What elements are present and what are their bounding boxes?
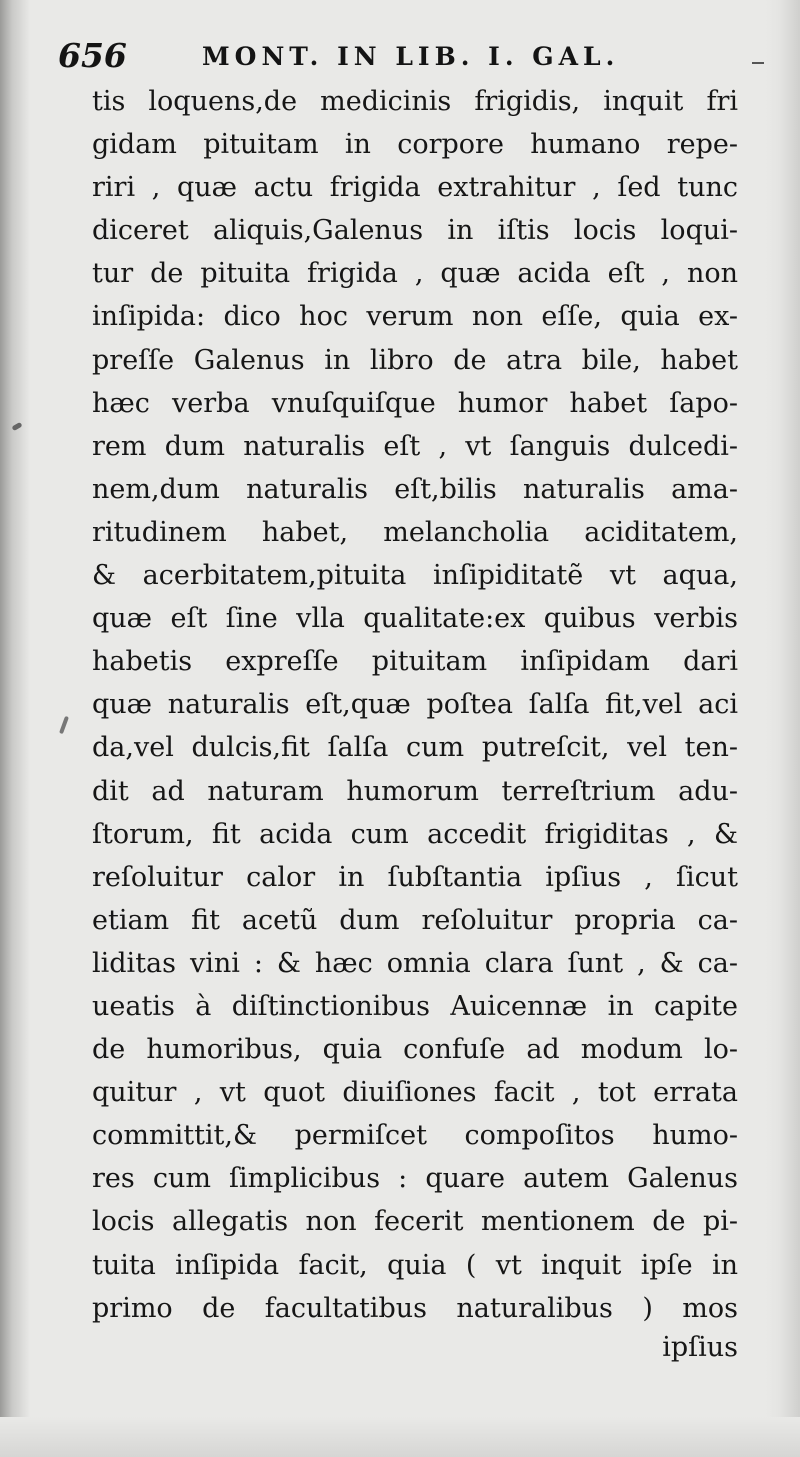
text-line: gidam pituitam in corpore humano repe- (92, 129, 738, 161)
text-line: tis loquens,de medicinis frigidis, inquit fri (92, 86, 738, 117)
text-line: quæ eſt ſine vlla qualitate:ex quibus verbis (92, 603, 738, 635)
text-line: rem dum naturalis eſt , vt ſanguis dulcedi- (92, 430, 738, 462)
ink-speck (59, 716, 69, 734)
text-line: liditas vini : & hæc omnia clara ſunt , & ca- (92, 947, 738, 979)
text-line: dit ad naturam humorum terreſtrium adu- (92, 775, 738, 807)
text-line: ritudinem habet, melancholia aciditatem, (92, 516, 738, 548)
page-header (58, 34, 758, 78)
text-line: tur de pituita frigida , quæ acida eſt , non (92, 258, 738, 290)
text-line: primo de facultatibus naturalibus ) mos (92, 1292, 738, 1324)
text-line: da,vel dulcis,fit ſalſa cum putreſcit, vel ten- (92, 732, 738, 764)
text-line: nem,dum naturalis eſt,bilis naturalis ama- (92, 473, 738, 505)
text-line: preſſe Galenus in libro de atra bile, habet (92, 344, 738, 376)
text-line: locis allegatis non fecerit mentionem de pi- (92, 1206, 738, 1238)
page-number: 656 (58, 36, 127, 75)
text-line: etiam fit acetũ dum reſoluitur propria ca- (92, 904, 738, 936)
text-line: & acerbitatem,pituita inſipiditatẽ vt aqua, (92, 560, 738, 592)
catchword: ipſius (662, 1332, 738, 1363)
text-line: ueatis à diſtinctionibus Auicennæ in capite (92, 990, 738, 1022)
text-line: quæ naturalis eſt,quæ poſtea ſalſa fit,vel aci (92, 689, 738, 721)
text-line: tuita inſipida facit, quia ( vt inquit ipſe in (92, 1249, 738, 1281)
page-gutter-shadow (0, 0, 30, 1457)
page-edge (766, 0, 800, 1457)
body-text (92, 80, 738, 1330)
page-bottom-edge (0, 1417, 800, 1457)
ink-mark (752, 62, 764, 64)
text-line: diceret aliquis,Galenus in iſtis locis loqui- (92, 215, 738, 247)
text-line: reſoluitur calor in ſubſtantia ipſius , ſicut (92, 861, 738, 893)
text-line: quitur , vt quot diuiſiones facit , tot errata (92, 1077, 738, 1109)
text-line: de humoribus, quia confuſe ad modum lo- (92, 1034, 738, 1066)
text-line: committit,& permiſcet compoſitos humo- (92, 1120, 738, 1152)
text-line: res cum ſimplicibus : quare autem Galenus (92, 1163, 738, 1195)
text-line: riri , quæ actu frigida extrahitur , ſed tunc (92, 172, 738, 204)
running-head: MONT. IN LIB. I. GAL. (202, 42, 620, 71)
text-line: habetis expreſſe pituitam inſipidam dari (92, 646, 738, 678)
text-line: hæc verba vnuſquiſque humor habet ſapo- (92, 387, 738, 419)
text-line: ſtorum, fit acida cum accedit frigiditas , & (92, 818, 738, 850)
text-line: inſipida: dico hoc verum non eſſe, quia ex- (92, 301, 738, 333)
